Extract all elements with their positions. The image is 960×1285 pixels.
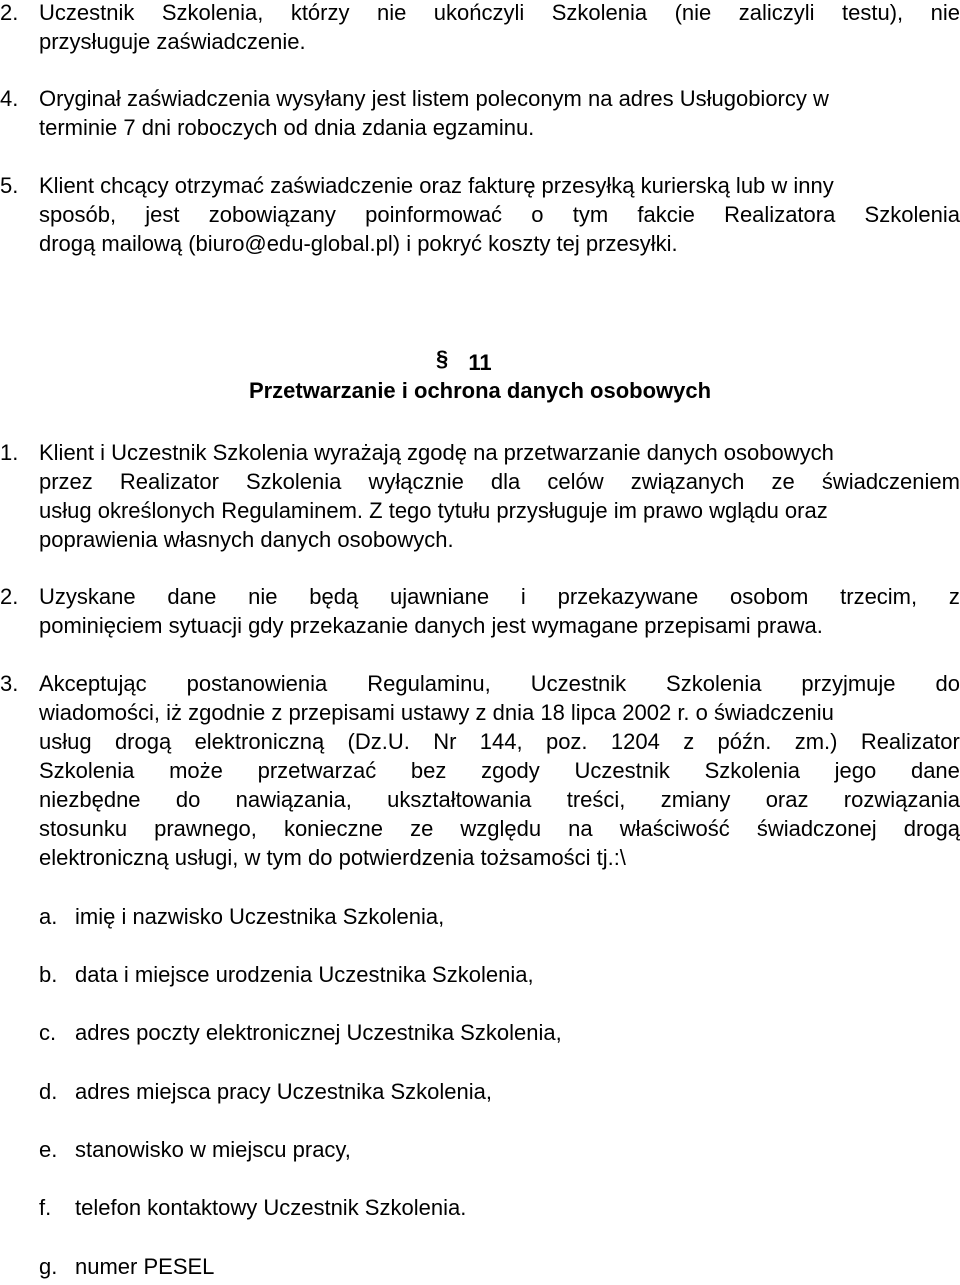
word: o: [531, 202, 544, 227]
word: właściwość: [619, 816, 730, 841]
section-title: Przetwarzanie i ochrona danych osobowych: [248, 378, 712, 403]
word: Realizatora: [724, 202, 836, 227]
item-line: [39, 0, 960, 27]
item-number: 1.: [0, 440, 19, 465]
word: z: [948, 584, 960, 609]
word: zaliczyli: [738, 0, 815, 25]
word: Szkolenia: [246, 469, 342, 494]
item-number: 4.: [0, 86, 19, 111]
section-mark-icon: §: [436, 346, 449, 371]
word: Uczestnik: [39, 0, 135, 25]
item-number: 5.: [0, 173, 19, 198]
word: tym: [572, 202, 609, 227]
item-line: elektroniczną usługi, w tym do potwierdzenia tożsamości tj.:\: [39, 845, 626, 870]
word: ukończyli: [433, 0, 525, 25]
item-number: 3.: [0, 671, 19, 696]
item-text: [39, 0, 960, 56]
list-item: [0, 84, 960, 144]
word: elektroniczną: [194, 729, 325, 754]
word: stosunku: [39, 816, 128, 841]
word: zm.): [794, 729, 838, 754]
item-line: pominięciem sytuacji gdy przekazanie danych jest wymagane przepisami prawa.: [39, 613, 823, 638]
word: niezbędne: [39, 787, 141, 812]
word: Uzyskane: [39, 584, 136, 609]
list-item: [39, 902, 444, 931]
word: (nie: [674, 0, 712, 25]
word: nie: [930, 0, 960, 25]
word: celów: [547, 469, 604, 494]
item-line: drogą mailową (biuro@edu-global.pl) i pokryć koszty tej przesyłki.: [39, 231, 678, 256]
word: Szkolenia: [39, 758, 135, 783]
word: prawnego,: [154, 816, 257, 841]
word: poz.: [545, 729, 588, 754]
section-number: [0, 348, 960, 377]
word: przekazywane: [557, 584, 699, 609]
word: Regulaminu,: [367, 671, 491, 696]
item-text: data i miejsce urodzenia Uczestnika Szkolenia,: [75, 962, 534, 987]
word: drogą: [114, 729, 172, 754]
item-line: terminie 7 dni roboczych od dnia zdania egzaminu.: [39, 115, 535, 140]
list-item: [0, 438, 960, 558]
word: przez: [39, 469, 93, 494]
item-line: [39, 756, 960, 785]
word: nawiązania,: [235, 787, 352, 812]
item-text: adres poczty elektronicznej Uczestnika Szkolenia,: [75, 1020, 562, 1045]
word: przetwarzać: [257, 758, 377, 783]
item-line: [39, 200, 960, 229]
item-text: stanowisko w miejscu pracy,: [75, 1137, 351, 1162]
item-letter: a.: [39, 904, 58, 929]
item-text: numer PESEL: [75, 1254, 215, 1279]
word: jest: [145, 202, 180, 227]
word: Uczestnik: [530, 671, 627, 696]
item-line: [39, 669, 960, 698]
word: Realizator: [860, 729, 960, 754]
word: trzecim,: [840, 584, 918, 609]
item-text: telefon kontaktowy Uczestnik Szkolenia.: [75, 1195, 467, 1220]
item-line: usług określonych Regulaminem. Z tego tytułu przysługuje im prawo wglądu oraz: [39, 498, 828, 523]
word: będą: [309, 584, 359, 609]
word: osobom: [730, 584, 809, 609]
list-item: [39, 1252, 214, 1281]
word: usług: [39, 729, 92, 754]
word: Szkolenia: [704, 758, 800, 783]
word: późn.: [717, 729, 772, 754]
word: Nr: [433, 729, 457, 754]
item-number: 2.: [0, 0, 19, 25]
item-text: [39, 669, 960, 872]
item-line: poprawienia własnych danych osobowych.: [39, 527, 454, 552]
word: ze: [771, 469, 795, 494]
item-line: [39, 785, 960, 814]
word: wyłącznie: [368, 469, 464, 494]
word: związanych: [630, 469, 745, 494]
word: postanowienia: [186, 671, 328, 696]
item-line: Klient i Uczestnik Szkolenia wyrażają zgodę na przetwarzanie danych osobowych: [39, 440, 834, 465]
word: fakcie: [637, 202, 695, 227]
word: może: [169, 758, 223, 783]
word: do: [175, 787, 201, 812]
word: ujawniane: [390, 584, 490, 609]
item-text: imię i nazwisko Uczestnika Szkolenia,: [75, 904, 445, 929]
list-item: [39, 1018, 562, 1047]
item-line: przysługuje zaświadczenie.: [39, 29, 306, 54]
word: świadczonej: [756, 816, 877, 841]
word: bez: [410, 758, 447, 783]
word: jego: [834, 758, 877, 783]
word: testu),: [842, 0, 904, 25]
word: zobowiązany: [208, 202, 336, 227]
list-item: [39, 1193, 466, 1222]
section-number-text: 11: [468, 350, 492, 375]
item-text: adres miejsca pracy Uczestnika Szkolenia,: [75, 1079, 492, 1104]
list-item: [0, 171, 960, 261]
item-letter: f.: [39, 1195, 52, 1220]
item-line: Oryginał zaświadczenia wysyłany jest listem poleconym na adres Usługobiorcy w: [39, 86, 829, 111]
list-item: [39, 1135, 351, 1164]
word: zgody: [481, 758, 540, 783]
item-line: Klient chcący otrzymać zaświadczenie oraz fakturę przesyłką kurierską lub w inny: [39, 173, 834, 198]
word: dane: [167, 584, 217, 609]
list-item: [0, 0, 960, 58]
word: treści,: [566, 787, 626, 812]
list-item: [39, 960, 534, 989]
item-line: [39, 582, 960, 611]
list-item: [0, 582, 960, 642]
word: ze: [410, 816, 434, 841]
word: Szkolenia: [666, 671, 762, 696]
item-text: [39, 582, 960, 640]
item-line: [39, 727, 960, 756]
item-line: [39, 814, 960, 843]
word: dane: [910, 758, 960, 783]
item-number: 2.: [0, 584, 19, 609]
word: ukształtowania: [387, 787, 532, 812]
item-text: [39, 84, 960, 142]
item-text: [39, 438, 960, 554]
item-letter: c.: [39, 1020, 57, 1045]
item-letter: g.: [39, 1254, 58, 1279]
list-item: [39, 1077, 492, 1106]
word: nie: [248, 584, 278, 609]
word: na: [568, 816, 593, 841]
word: przyjmuje: [801, 671, 896, 696]
word: rozwiązania: [843, 787, 960, 812]
item-letter: b.: [39, 962, 58, 987]
word: względu: [460, 816, 542, 841]
item-letter: e.: [39, 1137, 58, 1162]
word: drogą: [903, 816, 960, 841]
word: 1204: [610, 729, 660, 754]
word: Akceptując: [39, 671, 147, 696]
word: Szkolenia: [864, 202, 960, 227]
word: Szkolenia: [551, 0, 648, 25]
word: (Dz.U.: [347, 729, 410, 754]
word: sposób,: [39, 202, 117, 227]
list-item: [0, 669, 960, 879]
word: do: [935, 671, 960, 696]
word: konieczne: [283, 816, 384, 841]
word: zmiany: [660, 787, 731, 812]
word: z: [683, 729, 695, 754]
word: świadczeniem: [821, 469, 960, 494]
word: Szkolenia,: [161, 0, 264, 25]
item-line: [39, 467, 960, 496]
item-line: wiadomości, iż zgodnie z przepisami ustawy z dnia 18 lipca 2002 r. o świadczeniu: [39, 700, 834, 725]
word: dla: [490, 469, 521, 494]
word: 144,: [479, 729, 523, 754]
word: Realizator: [119, 469, 219, 494]
word: nie: [376, 0, 407, 25]
word: Uczestnik: [574, 758, 670, 783]
word: oraz: [765, 787, 809, 812]
word: i: [520, 584, 526, 609]
word: poinformować: [365, 202, 503, 227]
item-text: [39, 171, 960, 258]
item-letter: d.: [39, 1079, 58, 1104]
word: którzy: [290, 0, 350, 25]
